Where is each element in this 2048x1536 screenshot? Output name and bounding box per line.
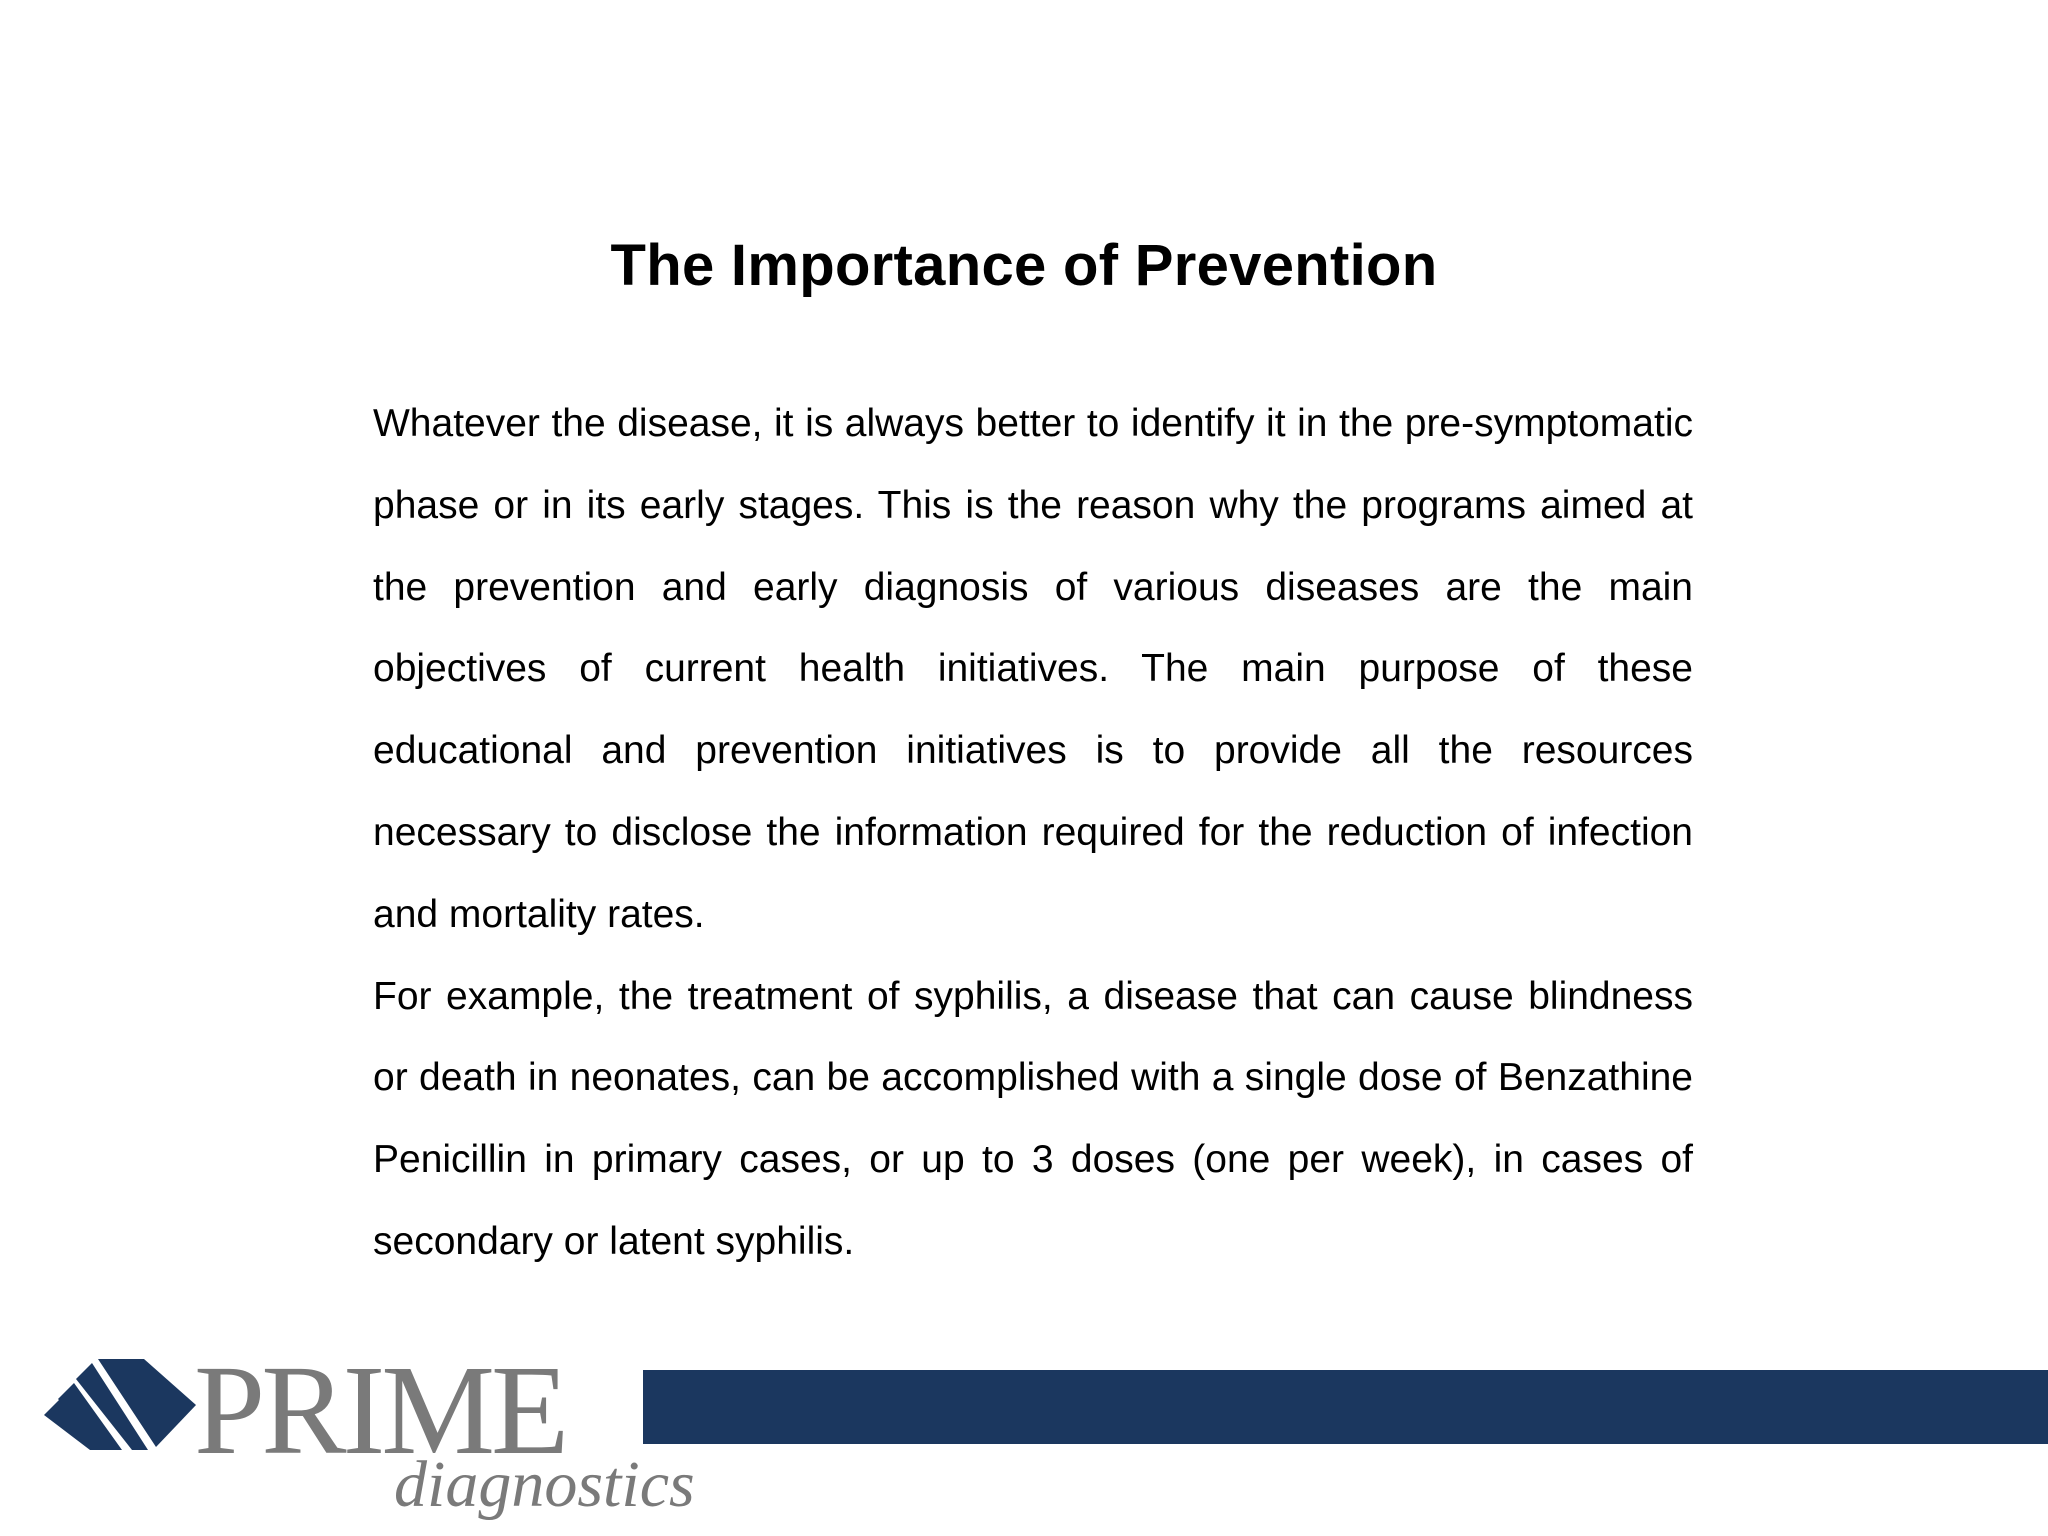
footer-band [643,1370,2048,1444]
logo-wordmark: PRIME [194,1339,566,1481]
stripes-icon [44,1355,204,1455]
paragraph-2: For example, the treatment of syphilis, a disease that can cause blindness or death in neonates, can be accomplished with a single dose of Benzathine Penicillin in primary cases, or up to 3 doses (one per week), in cases of secondary or latent syphilis. [373,974,1693,1263]
body-text [373,383,1693,1283]
company-logo [44,1339,695,1525]
page-title: The Importance of Prevention [610,233,1438,298]
logo-subtitle: diagnostics [394,1448,695,1521]
paragraph-1: Whatever the disease, it is always better to identify it in the pre-symptomatic phase or in its early stages. This is the reason why the programs aimed at the prevention and early diagnosis of various diseases are the main objectives of current health initiatives. The main purpose of these educational and prevention initiatives is to provide all the resources necessary to disclose the information required for the reduction of infection and mortality rates. [373,402,1693,936]
